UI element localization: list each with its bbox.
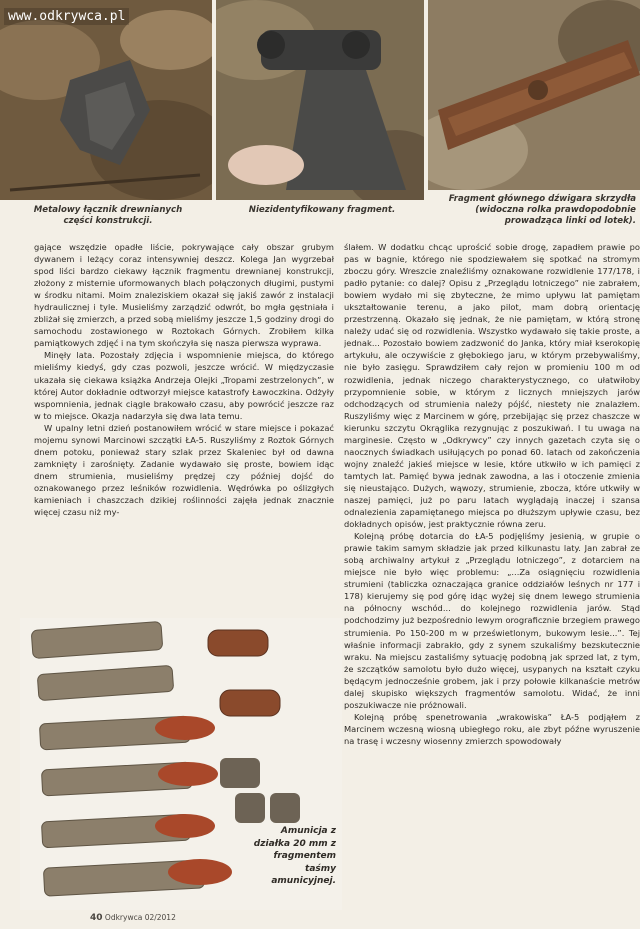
article-paragraph: gające wszędzie opadłe liście, pokrywające cały obszar grubym dywanem i leżący coraz intensywniej deszcz. Kolega Jan wygrzebał spod liści bardzo ciekawy łącznik fragmentu drewnianej konstrukcji, złożony z misternie uformowanych blach połączonych długimi, pustymi w środku nitami. Moim znaleziskiem okazał się jakiś zawór z instalacji hydraulicznej i tyle. Musieliśmy zarządzić odwrót, bo mgła gęstniała i zbliżał się zmierzch, a przed sobą mieliśmy jeszcze 1,5 godziny drogi do samochodu zostawionego w Roztokach Górnych. Zrobiłem kilka pamiątkowych zdjęć i na tym skończyła się nasza pierwsza wyprawa. xyxy=(34,242,334,349)
caption-unidentified-fragment: Niezidentyfikowany fragment. xyxy=(248,205,396,215)
article-column-right xyxy=(344,241,640,903)
page-number: 40 xyxy=(90,913,103,923)
article-paragraph: Minęły lata. Pozostały zdjęcia i wspomnienie miejsca, do którego mieliśmy kiedyś, gdy czas pozwoli, jeszcze wrócić. W międzyczasie ukazała się ciekawa książka Andrzeja Olejki „Tropami zestrzelonych”, w której Autor dokładnie odtworzył miejsce katastrofy Ławoczkina. Odżyły wspomnienia, jednak ciągle brakowało czasu, aby powrócić jeszcze raz w to miejsce. Okazja nadarzyła się dwa lata temu. xyxy=(34,350,334,421)
photo-metal-connector xyxy=(0,0,212,200)
issue-label: Odkrywca 02/2012 xyxy=(104,913,176,922)
watermark: www.odkrywca.pl xyxy=(4,8,129,25)
caption-wing-spar: Fragment głównego dźwigara skrzydła (widoczna rolka prawdopodobnie prowadząca linki od lotek). xyxy=(448,194,636,226)
photo-unidentified-fragment xyxy=(216,0,424,200)
caption-ammunition: Amunicja z działka 20 mm z fragmentem taśmy amunicyjnej. xyxy=(253,826,336,886)
caption-metal-connector: Metalowy łącznik drewnianych części konstrukcji. xyxy=(33,205,183,226)
page-footer xyxy=(90,913,176,923)
article-paragraph: Kolejną próbę dotarcia do ŁA-5 podjęliśmy jesienią, w grupie o prawie takim samym składzie jak przed kilkunastu laty. Jan zabrał ze sobą archiwalny artykuł z „Przeglądu lotniczego”, z dotarciem na miejsce nie było więc problemu: „...Za osiągnięciu rozwidlenia strumieni (tabliczka oznaczająca granice oddziałów leśnych nr 177 i 178) kierujemy się pod górę idąc wyżej się dnem lewego strumienia na północny wschód... do kolejnego rozwidlenia jarów. Stąd podchodzimy już bezpośrednio lewym orograficznie brzegiem prawego strumienia. Po 150-200 m w prześwietlonym, bukowym lesie...”. Tej właśnie informacji zabrakło, gdy z synem szukaliśmy bezskutecznie wraku. Na miejscu zastaliśmy sytuację podobną jak sprzed lat, z tym, że szczątków samolotu było dużo więcej, usypanych na kształt czyku będącym jednocześnie grobem, jak i przy połowie kilkanaście metrów dalej skupisko większych fragmentów samolotu. Widać, że inni poszukiwacze nie próżnowali. xyxy=(344,531,640,710)
article-paragraph: Kolejną próbę spenetrowania „wrakowiska” ŁA-5 podjąłem z Marcinem wczesną wiosną ubiegłego roku, ale zbyt późne wyruszenie na trasę i wczesny wiosenny zmierzch spowodowały xyxy=(344,711,640,746)
article-paragraph: ślałem. W dodatku chcąc uprościć sobie drogę, zapadłem prawie po pas w bagnie, którego nie spodziewałem się spotkać na stromym zboczu góry. Wreszcie znaleźliśmy oznakowane rozwidlenie 177/178, i padło pytanie: co dalej? Opisu z „Przeglądu lotniczego” nie zabrałem, bowiem wydało mi się zbyteczne, że mimo upływu lat pamiętam ukształtowanie terenu, a jako pilot, mam dobrą orientację przestrzenną. Okazało się jednak, że nie pamiętam, w którą stronę należy udać się od rozwidlenia. Wszystko wydawało się takie proste, a jednak... Pozostało bowiem zadzwonić do Janka, który miał kserokopię artykułu, ale oczywiście z głębokiego jaru, w którym przebywaliśmy, nie było zasięgu. Sprawdziłem cały rejon w promieniu 100 m od rozwidlenia, jednak niczego charakterystycznego, co ułatwiłoby przypomnienie sobie, w którym z licznych mniejszych jarów odchodzących od strumienia należy pójść, niestety nie znalazłem. Ruszyliśmy więc z Marcinem w górę, przebijając się przez chaszcze w kierunku szczytu Okrąglika rezygnując z poszukiwań. I tu uwaga na marginesie. Często w „Odkrywcy” czy innych gazetach czyta się o naocznych świadkach usiłujących po ponad 60. latach od zakończenia wojny znaleźć jakieś miejsce w lesie, które utkwiło w ich pamięci z tamtych lat. Pamięć bywa jednak zawodna, a las i otoczenie zmienia się nieustająco. Dużych, wąwozy, strumienie, zbocza, które utkwiły w naszej pamięci, już po paru latach wyglądają inaczej i szansa odnalezienia zapamiętanego miejsca po dłuższym upływie czasu, bez dokładnych opisów, jest praktycznie równa zeru. xyxy=(344,242,640,530)
article-paragraph: W upalny letni dzień postanowiłem wrócić w stare miejsce i pokazać mojemu synowi Marcinowi szczątki ŁA-5. Ruszyliśmy z Roztok Górnych dnem potoku, ponieważ stary szlak przez Skaleniec był od dawna zamknięty i zarośnięty. Zadanie wydawało się proste, bowiem idąc dnem strumienia, musieliśmy prędzej czy później dojść do oznakowanego przez leśników rozwidlenia. Wędrówka po oślizgłych kamieniach i chaszczach dzikiej roślinności zajęła jednak znacznie więcej czasu niż my- xyxy=(34,422,334,518)
photo-wing-spar xyxy=(428,0,640,190)
article-column-left xyxy=(34,241,334,604)
